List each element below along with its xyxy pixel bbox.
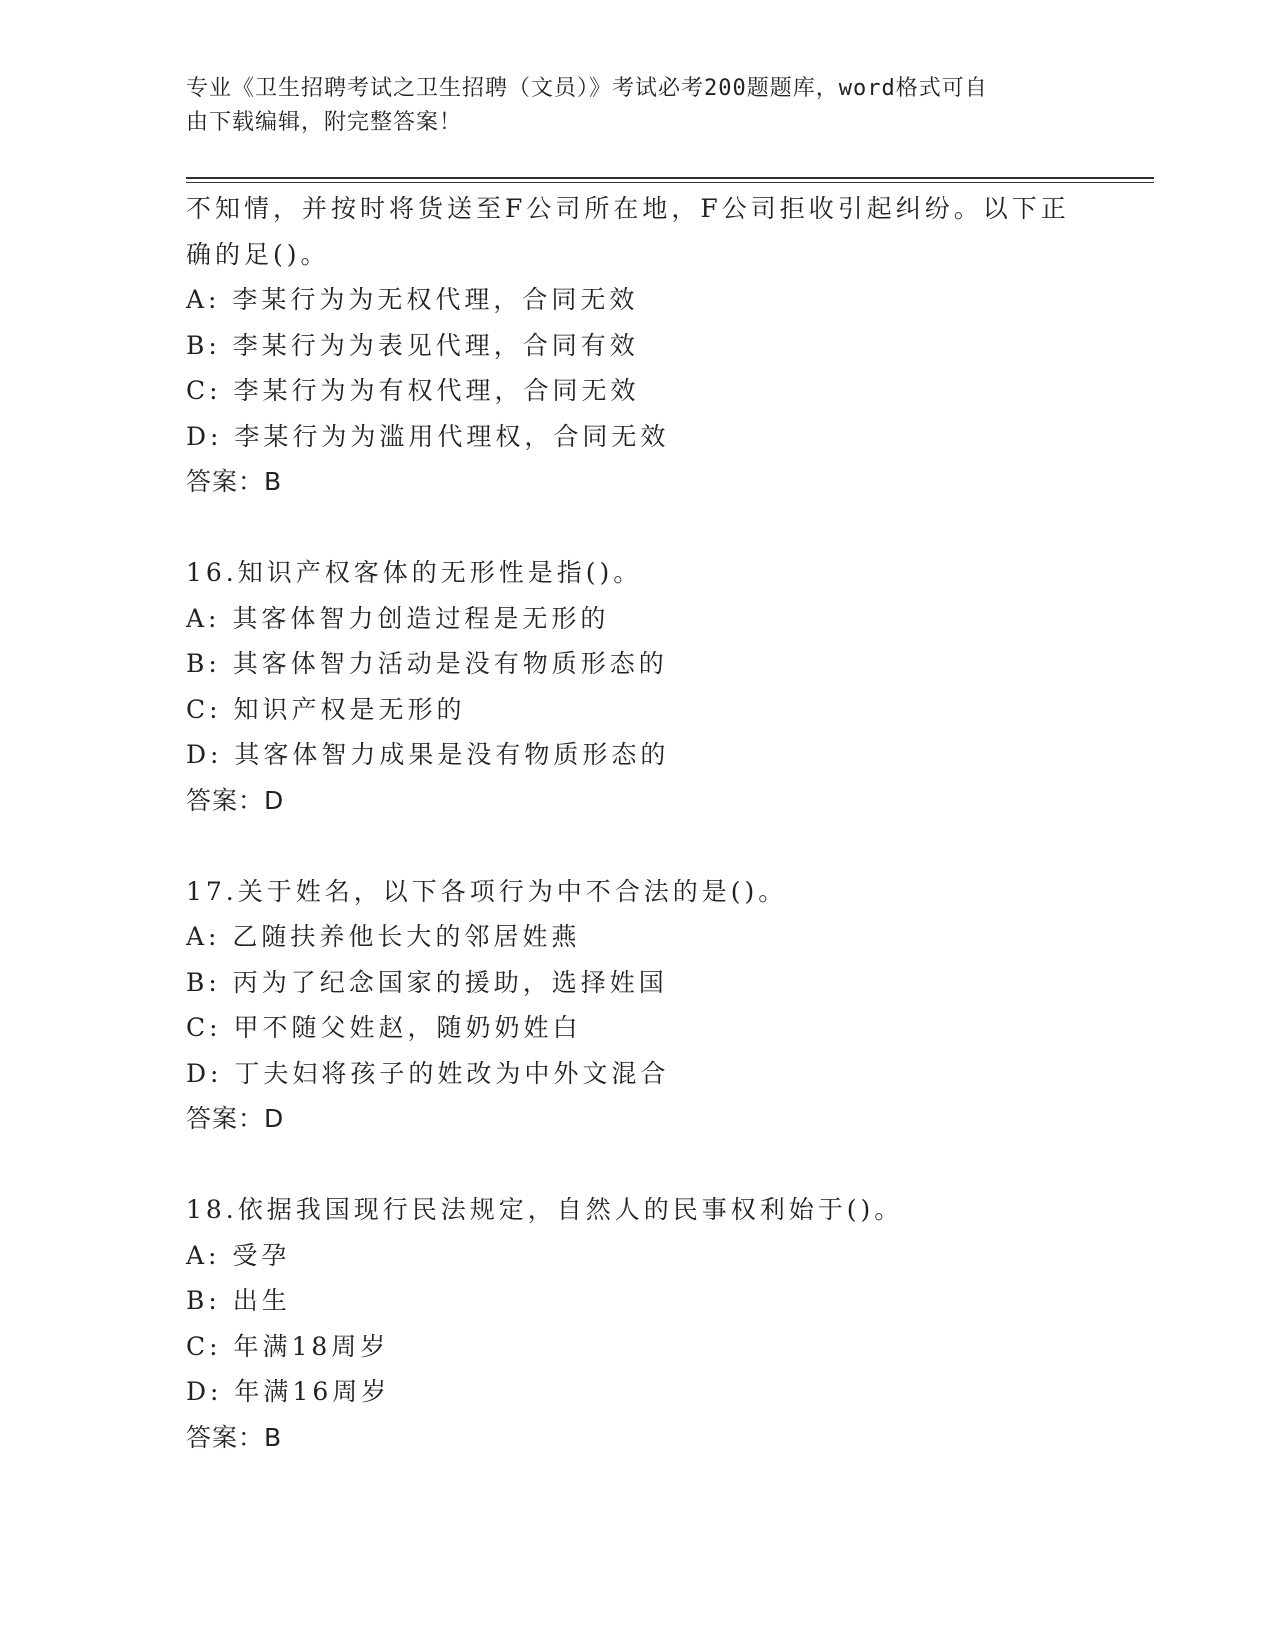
option-a: A: 李某行为为无权代理，合同无效 [186, 285, 639, 314]
spacer [186, 823, 1086, 869]
option-b: B: 其客体智力活动是没有物质形态的 [186, 649, 668, 678]
spacer [186, 505, 1086, 551]
question-17 [186, 869, 1086, 1142]
answer-line: 答案：D [186, 1104, 285, 1133]
option-b: B: 李某行为为表见代理，合同有效 [186, 330, 639, 360]
option-b: B: 丙为了纪念国家的援助，选择姓国 [186, 967, 668, 997]
option-c: C: 甲不随父姓赵，随奶奶姓白 [186, 1013, 582, 1042]
question-15 [186, 186, 1086, 505]
header-divider-thick [186, 177, 1154, 179]
option-a: A: 受孕 [186, 1240, 291, 1270]
question-stem: 17.关于姓名，以下各项行为中不合法的是()。 [186, 876, 788, 906]
header-line-1: 专业《卫生招聘考试之卫生招聘（文员）》考试必考200题题库，word格式可自 [186, 76, 988, 101]
option-c: C: 年满18周岁 [186, 1331, 390, 1361]
option-d: D: 丁夫妇将孩子的姓改为中外文混合 [186, 1058, 670, 1088]
option-d: D: 年满16周岁 [186, 1377, 391, 1406]
option-d: D: 其客体智力成果是没有物质形态的 [186, 740, 670, 769]
answer-line: 答案：B [186, 1422, 283, 1452]
question-content [186, 186, 1086, 1460]
option-a: A: 乙随扶养他长大的邻居姓燕 [186, 922, 581, 951]
header-divider-thin [186, 182, 1154, 183]
answer-line: 答案：D [186, 785, 285, 815]
question-16 [186, 550, 1086, 823]
option-c: C: 李某行为为有权代理，合同无效 [186, 376, 640, 405]
option-b: B: 出生 [186, 1286, 291, 1315]
question-18 [186, 1187, 1086, 1460]
question-stem: 18.依据我国现行民法规定，自然人的民事权利始于()。 [186, 1195, 904, 1224]
option-d: D: 李某行为为滥用代理权，合同无效 [186, 421, 670, 451]
answer-line: 答案：B [186, 467, 283, 496]
question-stem: 16.知识产权客体的无形性是指()。 [186, 558, 643, 587]
spacer [186, 1142, 1086, 1188]
option-c: C: 知识产权是无形的 [186, 694, 466, 724]
document-header [186, 72, 1066, 140]
question-stem-line: 确的足()。 [186, 239, 330, 269]
option-a: A: 其客体智力创造过程是无形的 [186, 603, 610, 633]
question-stem-line: 不知情，并按时将货送至F公司所在地，F公司拒收引起纠纷。以下正 [186, 194, 1070, 223]
header-line-2: 由下载编辑，附完整答案！ [186, 110, 463, 135]
